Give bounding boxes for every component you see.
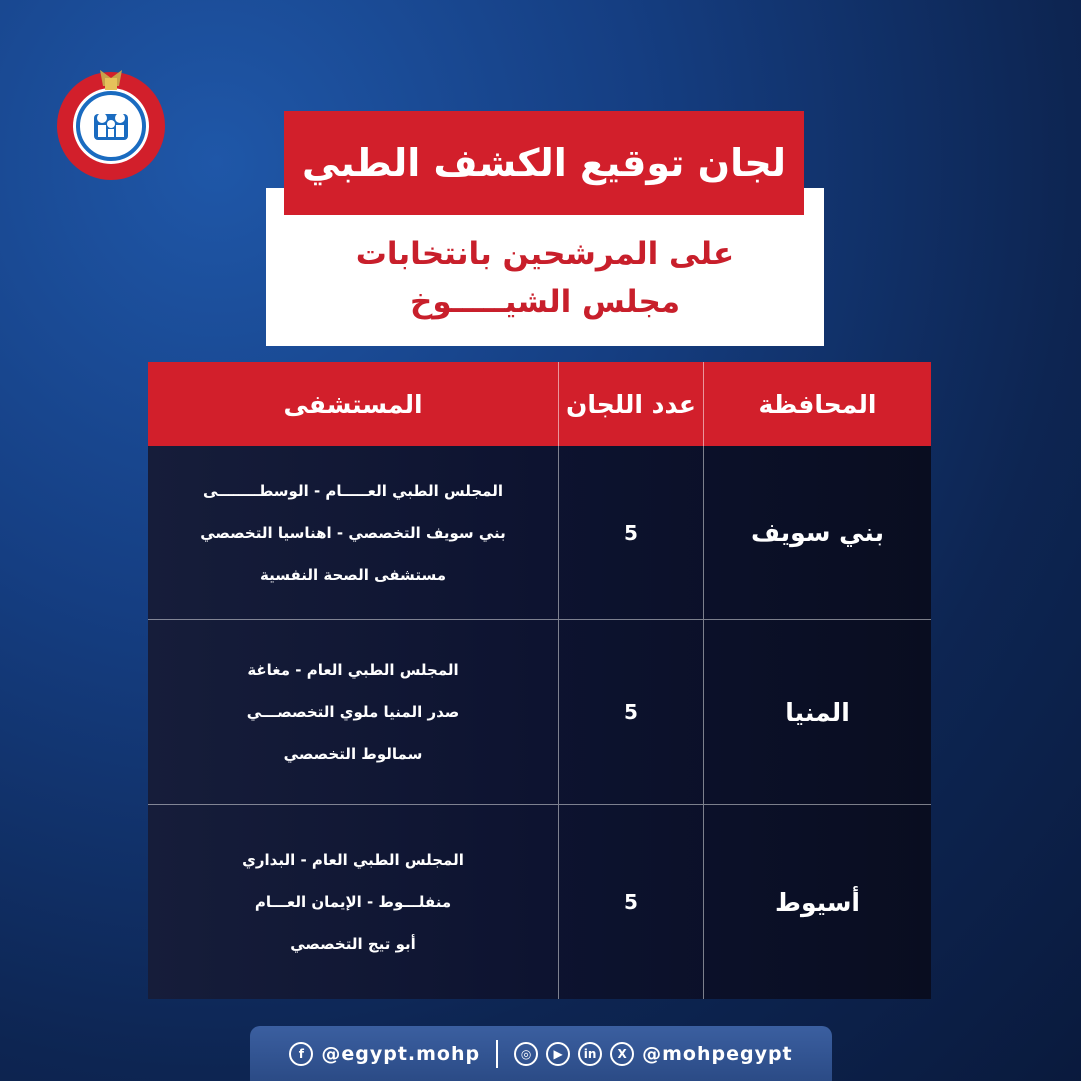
- table-row: [148, 446, 931, 620]
- header-hospital: المستشفى: [283, 389, 423, 419]
- hospital-line: أبو تيج التخصصي: [290, 935, 416, 953]
- ministry-logo: [52, 64, 170, 182]
- x-icon[interactable]: X: [610, 1042, 634, 1066]
- hospital-line: منفلـــوط - الإيمان العـــام: [254, 893, 452, 911]
- count-cell: 5: [558, 620, 704, 804]
- hospital-cell: [148, 620, 558, 804]
- hospital-line: بني سويف التخصصي - اهناسيا التخصصي: [200, 523, 506, 542]
- hospital-line: سمالوط التخصصي: [283, 745, 423, 763]
- count-cell: 5: [558, 805, 704, 999]
- committees-table: [148, 362, 931, 999]
- facebook-icon[interactable]: f: [289, 1042, 313, 1066]
- count-cell: 5: [558, 446, 704, 619]
- subtitle-line-2: مجلس الشيـــــوخ: [409, 284, 681, 320]
- youtube-icon[interactable]: ▶: [546, 1042, 570, 1066]
- hospital-line: المجلس الطبي العـــــام - الوسطــــــــى: [203, 481, 503, 500]
- divider: [496, 1040, 498, 1068]
- governorate-cell: بني سويف: [751, 518, 885, 547]
- linkedin-icon[interactable]: in: [578, 1042, 602, 1066]
- table-row: [148, 620, 931, 805]
- table-row: [148, 805, 931, 999]
- header-governorate: المحافظة: [758, 389, 877, 419]
- hospital-line: مستشفى الصحة النفسية: [260, 565, 446, 584]
- hospital-cell: [148, 446, 558, 619]
- page-title: لجان توقيع الكشف الطبي: [284, 111, 804, 215]
- instagram-icon[interactable]: ◎: [514, 1042, 538, 1066]
- hospital-cell: [148, 805, 558, 999]
- governorate-cell: المنيا: [785, 697, 850, 727]
- facebook-handle[interactable]: @egypt.mohp: [321, 1042, 481, 1065]
- table-body: [148, 446, 931, 999]
- hospital-line: المجلس الطبي العام - البداري: [242, 851, 464, 869]
- header-count: عدد اللجان: [558, 362, 704, 446]
- hospital-line: المجلس الطبي العام - مغاغة: [247, 661, 459, 679]
- hospital-line: صدر المنيا ملوي التخصصـــي: [246, 703, 460, 721]
- table-header: [148, 362, 931, 446]
- social-footer: [250, 1026, 832, 1081]
- governorate-cell: أسيوط: [775, 887, 860, 917]
- social-handle[interactable]: @mohpegypt: [642, 1042, 793, 1065]
- subtitle-line-1: على المرشحين بانتخابات: [355, 236, 735, 272]
